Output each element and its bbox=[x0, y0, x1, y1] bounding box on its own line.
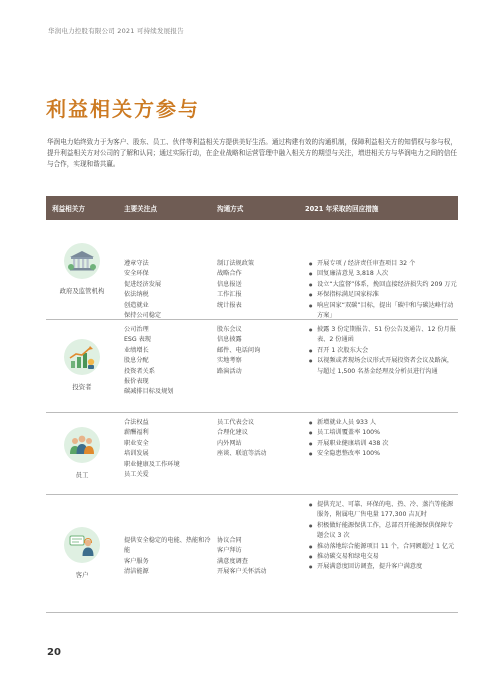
list-item: ● 新增就业人员 933 人 bbox=[309, 418, 458, 428]
list-item: 内外网站 bbox=[217, 439, 242, 447]
table-row bbox=[46, 320, 458, 413]
list-item: 公司治理 bbox=[124, 326, 149, 333]
list-item: ● 推动碳交易和绿电交易 bbox=[309, 552, 458, 562]
measures-cell bbox=[299, 495, 458, 612]
concerns-cell bbox=[118, 320, 211, 412]
header-concerns: 主要关注点 bbox=[124, 205, 157, 213]
measures-cell bbox=[299, 220, 458, 319]
list-item: 职业健康及工作环境 bbox=[124, 460, 180, 468]
list-item: ● 开展专项 / 经济责任审查项目 32 个 bbox=[309, 259, 458, 269]
header-stakeholder: 利益相关方 bbox=[52, 205, 85, 213]
list-item: 合理化建议 bbox=[217, 429, 248, 437]
list-item: ● 回复廉洁意见 3,818 人次 bbox=[309, 269, 458, 279]
list-item: 工作汇报 bbox=[217, 291, 242, 299]
table-row bbox=[46, 413, 458, 495]
stakeholder-cell bbox=[46, 220, 118, 319]
measures-cell bbox=[299, 320, 458, 412]
measures-cell bbox=[299, 413, 458, 494]
list-item: ● 披露 3 份定期报告、51 份公告及通告、12 份月报表、2 份通函 bbox=[309, 325, 458, 346]
list-item: 客户拜访 bbox=[217, 547, 242, 555]
list-item: 实地考察 bbox=[217, 357, 242, 365]
list-item: 信息报送 bbox=[217, 280, 242, 288]
list-item: ● 开展职业健康培训 438 次 bbox=[309, 439, 458, 449]
header-channels: 沟通方式 bbox=[217, 205, 244, 213]
channels-cell bbox=[211, 413, 299, 494]
list-item: ● 召开 1 次股东大会 bbox=[309, 346, 458, 356]
stakeholder-name: 投资者 bbox=[72, 383, 92, 392]
stakeholder-table bbox=[46, 196, 458, 613]
list-item: 座谈、联谊等活动 bbox=[217, 450, 267, 458]
list-item: 合法权益 bbox=[124, 419, 149, 426]
list-item: 路演活动 bbox=[217, 367, 242, 375]
investor-growth-icon bbox=[64, 339, 100, 375]
concerns-cell bbox=[118, 495, 211, 612]
list-item: ● 环保指标满足国家标准 bbox=[309, 290, 458, 300]
government-building-icon bbox=[64, 243, 100, 279]
concerns-cell bbox=[118, 413, 211, 494]
list-item: 邮件、电话问询 bbox=[217, 346, 261, 354]
list-item: 提供安全稳定的电能、热能和冷能 bbox=[124, 537, 211, 555]
list-item: 股息分配 bbox=[124, 357, 149, 365]
list-item: ● 提供充足、可靠、环保的电、热、冷、蒸汽等能源服务，附属电厂售电量 177,300 吉瓦时 bbox=[309, 500, 458, 521]
list-item: 报价表现 bbox=[124, 378, 149, 386]
list-item: ● 响应国家“双碳”目标，提出「碳中和与碳达峰行动方案」 bbox=[309, 301, 458, 322]
list-item: 股东会议 bbox=[217, 326, 242, 333]
employees-group-icon bbox=[64, 427, 100, 463]
list-item: 业绩增长 bbox=[124, 346, 149, 354]
channels-cell bbox=[211, 220, 299, 319]
table-row bbox=[46, 495, 458, 613]
stakeholder-cell bbox=[46, 495, 118, 612]
list-item: 薪酬福利 bbox=[124, 429, 149, 437]
list-item: ● 员工培训覆盖率 100% bbox=[309, 428, 458, 438]
list-item: ● 开展满意度回访调查，提升客户满意度 bbox=[309, 562, 458, 572]
list-item: 员工代表会议 bbox=[217, 419, 255, 426]
stakeholder-name: 政府及监管机构 bbox=[59, 286, 105, 295]
header-measures: 2021 年采取的回应措施 bbox=[305, 205, 379, 213]
list-item: 客户服务 bbox=[124, 557, 149, 565]
list-item: 创造就业 bbox=[124, 301, 149, 309]
stakeholder-name: 员工 bbox=[75, 470, 89, 479]
list-item: ● 积极做好能源保供工作，总部召开能源保供保障专题会议 3 次 bbox=[309, 521, 458, 542]
list-item: 战略合作 bbox=[217, 270, 242, 278]
list-item: 依法纳税 bbox=[124, 291, 149, 299]
concerns-cell bbox=[118, 220, 211, 319]
list-item: 安全环保 bbox=[124, 270, 149, 278]
report-header: 华润电力控股有限公司 2021 可持续发展报告 bbox=[48, 27, 184, 35]
list-item: 保持公司稳定 bbox=[124, 312, 162, 320]
list-item: 培训发展 bbox=[124, 450, 149, 458]
channels-cell bbox=[211, 495, 299, 612]
list-item: ESG 表现 bbox=[124, 336, 151, 344]
section-intro: 华润电力始终致力于为客户、股东、员工、伙伴等利益相关方提供美好生活。通过构建有效的沟通机制，保障利益相关方的知情权与参与权，提升利益相关方对公司的了解和认同；通过实际行动，在企业战略和运营管理中融入相关方的期望与关注，增进相关方与华润电力之间的信任与合作，实现和谐共赢。 bbox=[47, 138, 457, 169]
channels-cell bbox=[211, 320, 299, 412]
list-item: 促进经济发展 bbox=[124, 280, 162, 288]
table-header bbox=[46, 196, 458, 220]
list-item: 职业安全 bbox=[124, 439, 149, 447]
list-item: 制订法规政策 bbox=[217, 260, 255, 267]
list-item: ● 设立“大监督”体系，挽回直接经济损失约 209 万元 bbox=[309, 280, 458, 290]
page-number: 20 bbox=[47, 647, 61, 658]
list-item: ● 安全隐患整改率 100% bbox=[309, 449, 458, 459]
list-item: 协议合同 bbox=[217, 537, 242, 544]
list-item: ● 推动落地综合能源项目 11 个，合同额超过 1 亿元 bbox=[309, 542, 458, 552]
list-item: 开展客户关怀活动 bbox=[217, 568, 267, 576]
stakeholder-name: 客户 bbox=[75, 570, 89, 579]
list-item: 信息披露 bbox=[217, 336, 242, 344]
section-title: 利益相关方参与 bbox=[46, 97, 200, 121]
list-item: ● 以视频或者现场会议形式开展投资者会议及路演，与超过 1,500 名基金经理及分析员进行沟通 bbox=[309, 356, 458, 377]
list-item: 满意度调查 bbox=[217, 557, 248, 565]
list-item: 统计报表 bbox=[217, 301, 242, 309]
list-item: 清洁能源 bbox=[124, 568, 149, 576]
stakeholder-cell bbox=[46, 413, 118, 494]
list-item: 投资者关系 bbox=[124, 367, 155, 375]
customer-service-icon bbox=[64, 527, 100, 563]
table-row bbox=[46, 220, 458, 320]
list-item: 员工关爱 bbox=[124, 471, 149, 479]
stakeholder-cell bbox=[46, 320, 118, 412]
list-item: 碳减排目标及规划 bbox=[124, 388, 174, 396]
list-item: 遵章守法 bbox=[124, 260, 149, 267]
